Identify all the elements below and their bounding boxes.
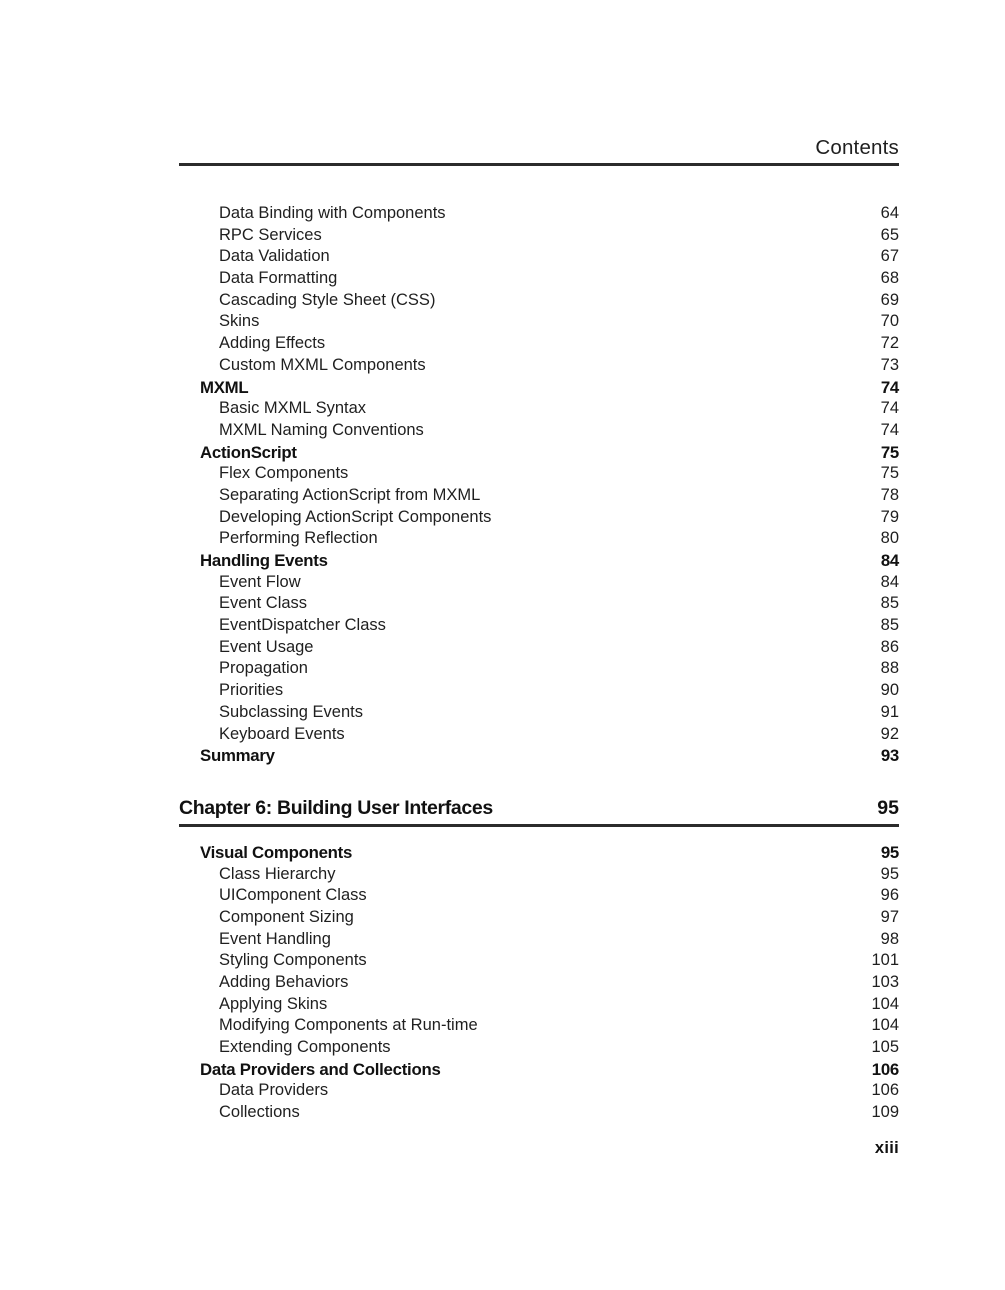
toc-entry-page: 109 [871, 1103, 899, 1122]
chapter-spacer [179, 767, 899, 793]
toc-entry-row[interactable] [179, 246, 899, 268]
toc-entry-page: 73 [880, 355, 899, 374]
toc-entry-label: Developing ActionScript Components [219, 507, 492, 526]
toc-entry-row[interactable] [179, 290, 899, 312]
toc-entry-label: Event Class [219, 594, 308, 613]
toc-entry-row[interactable] [179, 463, 899, 485]
toc-entry-page: 84 [880, 551, 899, 570]
toc-entry-label: Data Formatting [219, 269, 338, 288]
toc-section-label: Data Providers and Collections [200, 1059, 441, 1079]
toc-entry-page: 106 [871, 1059, 899, 1079]
toc-entry-label: Cascading Style Sheet (CSS) [219, 290, 436, 309]
toc-entry-page: 69 [880, 290, 899, 309]
toc-entry-label: Priorities [219, 681, 284, 700]
page-folio: xiii [874, 1139, 899, 1157]
toc-entry-row[interactable] [179, 1037, 899, 1059]
toc-section-label: Visual Components [200, 842, 353, 862]
toc-entry-page: 91 [880, 702, 899, 721]
toc-entry-row[interactable] [179, 311, 899, 333]
toc-entry-page: 92 [880, 724, 899, 743]
toc-section-row[interactable] [179, 377, 899, 399]
chapter-heading[interactable] [179, 793, 899, 823]
toc-entry-row[interactable] [179, 658, 899, 680]
toc-entry-page: 90 [880, 681, 899, 700]
toc-entry-label: Data Binding with Components [219, 204, 446, 222]
toc-entry-page: 74 [880, 399, 899, 418]
toc-section-row[interactable] [179, 842, 899, 864]
toc-entry-row[interactable] [179, 950, 899, 972]
toc-entry-page: 85 [880, 616, 899, 635]
toc-entry-page: 86 [880, 637, 899, 656]
toc-entry-page: 74 [880, 420, 899, 439]
toc-entry-label: EventDispatcher Class [219, 616, 386, 635]
toc-entry-row[interactable] [179, 702, 899, 724]
toc-entry-page: 105 [871, 1038, 899, 1057]
toc-entry-label: Subclassing Events [219, 702, 363, 721]
toc-entry-row[interactable] [179, 507, 899, 529]
toc-entry-label: Applying Skins [219, 994, 328, 1013]
toc-entry-label: RPC Services [219, 225, 322, 244]
toc-section-label: Handling Events [200, 551, 328, 570]
toc-entry-row[interactable] [179, 724, 899, 746]
toc-entry-label: Extending Components [219, 1038, 391, 1057]
toc-entry-label: Component Sizing [219, 907, 354, 926]
toc-entries-before-chapter [179, 203, 899, 767]
table-of-contents [179, 203, 899, 1124]
toc-entry-label: Performing Reflection [219, 529, 378, 548]
toc-entry-page: 67 [880, 247, 899, 266]
toc-entry-page: 65 [880, 225, 899, 244]
toc-entry-page: 97 [880, 907, 899, 926]
toc-entry-row[interactable] [179, 907, 899, 929]
toc-entry-page: 75 [880, 464, 899, 483]
toc-entry-label: Basic MXML Syntax [219, 399, 367, 418]
toc-entry-label: MXML Naming Conventions [219, 420, 424, 439]
toc-section-label: ActionScript [200, 442, 297, 462]
toc-entry-page: 95 [880, 864, 899, 883]
toc-entry-page: 88 [880, 659, 899, 678]
toc-entry-page: 104 [871, 994, 899, 1013]
toc-entry-row[interactable] [179, 994, 899, 1016]
toc-section-label: Summary [200, 746, 275, 766]
toc-entry-row[interactable] [179, 615, 899, 637]
toc-entry-page: 106 [871, 1081, 899, 1100]
toc-entry-page: 103 [871, 973, 899, 991]
toc-entry-label: Modifying Components at Run-time [219, 1016, 478, 1035]
toc-entry-label: Skins [219, 312, 260, 331]
toc-entry-row[interactable] [179, 225, 899, 247]
toc-section-row[interactable] [179, 1059, 899, 1081]
toc-entry-page: 79 [880, 507, 899, 526]
toc-entry-row[interactable] [179, 1080, 899, 1102]
toc-entry-row[interactable] [179, 864, 899, 886]
running-head-title: Contents [815, 136, 899, 159]
toc-entry-page: 98 [880, 929, 899, 948]
toc-entry-page: 93 [880, 746, 899, 766]
toc-entry-row[interactable] [179, 485, 899, 507]
chapter-heading-page: 95 [877, 796, 899, 819]
toc-entry-label: Separating ActionScript from MXML [219, 485, 481, 504]
toc-entry-row[interactable] [179, 972, 899, 994]
toc-entry-row[interactable] [179, 885, 899, 907]
toc-entry-row[interactable] [179, 528, 899, 550]
toc-section-row[interactable] [179, 442, 899, 464]
toc-entry-row[interactable] [179, 398, 899, 420]
toc-entry-page: 74 [880, 377, 899, 397]
toc-entry-page: 85 [880, 594, 899, 613]
toc-entry-page: 68 [880, 269, 899, 288]
post-chapter-spacer [179, 827, 899, 842]
toc-entry-page: 78 [880, 485, 899, 504]
toc-entries-after-chapter [179, 842, 899, 1124]
toc-entry-page: 70 [880, 312, 899, 331]
toc-entry-label: Event Usage [219, 637, 314, 656]
toc-entry-row[interactable] [179, 680, 899, 702]
toc-entry-page: 96 [880, 886, 899, 905]
chapter-heading-rule [179, 824, 899, 827]
toc-entry-page: 104 [871, 1016, 899, 1035]
toc-entry-row[interactable] [179, 593, 899, 615]
toc-entry-row[interactable] [179, 572, 899, 594]
toc-entry-page: 75 [880, 442, 899, 462]
toc-entry-label: Data Providers [219, 1081, 329, 1100]
toc-entry-label: Event Flow [219, 572, 301, 591]
toc-entry-label: Adding Effects [219, 334, 326, 353]
toc-entry-row[interactable] [179, 203, 899, 225]
toc-entry-label: Class Hierarchy [219, 864, 336, 883]
chapter-heading-label: Chapter 6: Building User Interfaces [179, 796, 493, 819]
toc-entry-row[interactable] [179, 637, 899, 659]
toc-entry-row[interactable] [179, 333, 899, 355]
toc-entry-label: Flex Components [219, 464, 349, 483]
toc-entry-page: 84 [880, 572, 899, 591]
toc-section-row[interactable] [179, 745, 899, 767]
toc-entry-row[interactable] [179, 420, 899, 442]
toc-section-label: MXML [200, 377, 249, 397]
toc-entry-page: 80 [880, 529, 899, 548]
toc-entry-page: 64 [880, 204, 899, 222]
toc-entry-page: 72 [880, 334, 899, 353]
toc-entry-row[interactable] [179, 355, 899, 377]
toc-entry-label: Propagation [219, 659, 308, 678]
toc-entry-label: Keyboard Events [219, 724, 345, 743]
toc-entry-label: Adding Behaviors [219, 973, 349, 991]
toc-entry-label: UIComponent Class [219, 886, 367, 905]
toc-entry-label: Data Validation [219, 247, 330, 266]
toc-entry-label: Styling Components [219, 951, 367, 970]
toc-entry-label: Custom MXML Components [219, 355, 426, 374]
toc-entry-row[interactable] [179, 1015, 899, 1037]
toc-entry-row[interactable] [179, 1102, 899, 1124]
toc-entry-label: Event Handling [219, 929, 331, 948]
toc-entry-page: 101 [871, 951, 899, 970]
toc-entry-page: 95 [880, 842, 899, 862]
toc-entry-row[interactable] [179, 929, 899, 951]
toc-section-row[interactable] [179, 550, 899, 572]
toc-entry-label: Collections [219, 1103, 300, 1122]
running-head-rule [179, 163, 899, 166]
toc-entry-row[interactable] [179, 268, 899, 290]
